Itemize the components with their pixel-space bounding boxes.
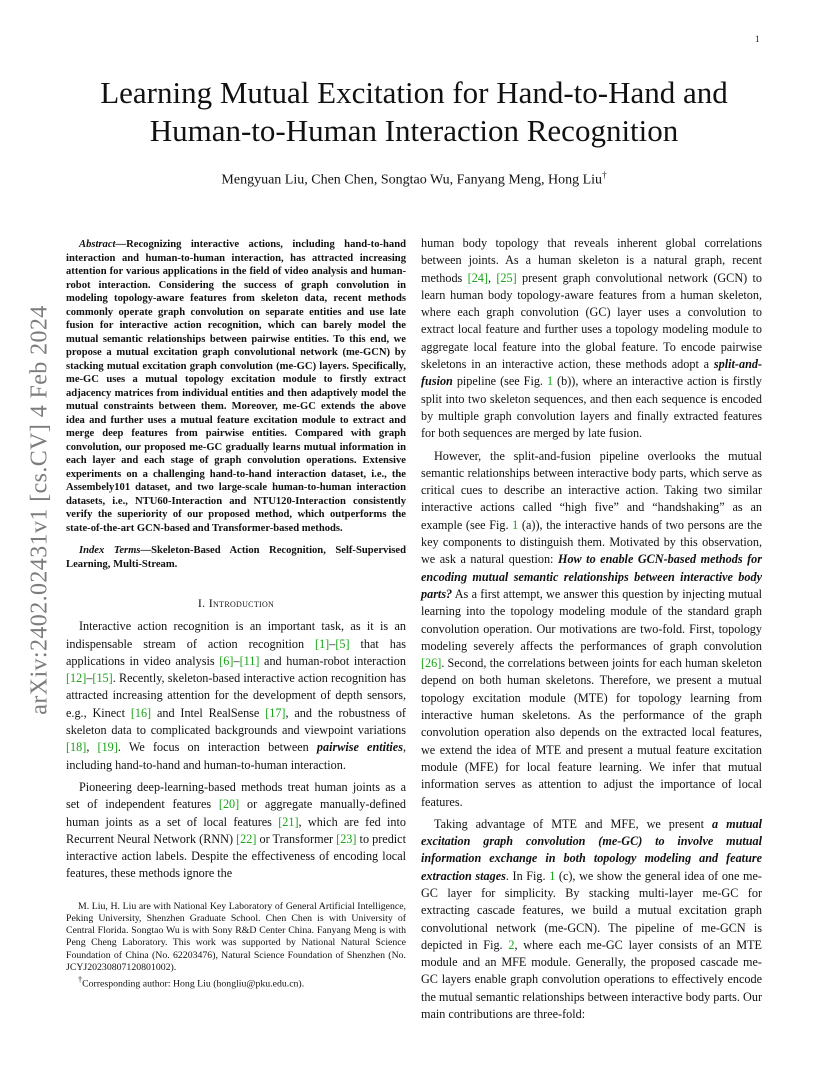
citation-link[interactable]: [21] bbox=[278, 814, 299, 829]
paper-title: Learning Mutual Excitation for Hand-to-Hand and Human-to-Human Interaction Recognition bbox=[100, 75, 728, 148]
citation-link[interactable]: [1] bbox=[315, 636, 330, 651]
emphasis: pairwise entities bbox=[316, 740, 403, 755]
figure-link[interactable]: 1 bbox=[549, 868, 556, 883]
arxiv-sidebar bbox=[10, 290, 70, 730]
figure-link[interactable]: 1 bbox=[546, 374, 554, 389]
citation-link[interactable]: [23] bbox=[336, 831, 357, 846]
citation-link[interactable]: [25] bbox=[496, 270, 517, 285]
citation-link[interactable]: [15] bbox=[92, 671, 113, 686]
body-paragraph-2: However, the split-and-fusion pipeline overlooks the mutual semantic relationships between interactive body parts, which serve as critical cues to describe an interactive action. Taking two similar interactive actions called “high five” and “handshaking” as an example (see Fig. 1 (a)), the interactive hands of two persons are the key components to distinguish them. Motivated by this observation, we ask a natural question: How to enable GCN-based methods for encoding mutual semantic relationships between interactive body parts? As a first attempt, we answer this question by injecting mutual learning into the topology modeling module of the standard graph convolution operation. Our motivations are two-fold. First, topology modeling severely affects the performances of graph convolution [26]. Second, the correlations between joints for each human skeleton depend on both human skeletons. Therefore, we present a mutual topology excitation module (MTE) for topology learning from interactive human skeletons. As the performance of the graph convolution operation also depends on the extracted local features, we extend the idea of MTE and present a mutual feature excitation module (MFE) for local feature learning. We infer that mutual information serves as attention to adjust the importance of local features. bbox=[421, 448, 762, 809]
citation-link[interactable]: [11] bbox=[239, 653, 260, 668]
citation-link[interactable]: [18] bbox=[66, 740, 87, 755]
citation-link[interactable]: [6] bbox=[219, 653, 234, 668]
arxiv-identifier: arXiv:2402.02431v1 [cs.CV] 4 Feb 2024 bbox=[26, 305, 53, 715]
citation-link[interactable]: [16] bbox=[130, 705, 152, 720]
index-terms-text: —Skeleton-Based Action Recognition, Self-Supervised Learning, Multi-Stream. bbox=[66, 545, 406, 570]
body-paragraph-1: human body topology that reveals inherent global correlations between joints. As a human skeleton is a natural graph, recent methods [24], [25] present graph convolutional network (GCN) to learn human body topology-aware features from a human skeleton, where each graph convolution (GC) layer uses a convolution to extract local feature and further uses a topology modeling module to aggregate local feature into the global feature. To encode pairwise skeletons in an interactive action, these methods adopt a split-and-fusion pipeline (see Fig. 1 (b)), where an interactive action is firstly split into two skeleton sequences, and then each sequence is encoded by multiple graph convolution layers and finally extracted features for both sequences are merged by late fusion. bbox=[421, 236, 763, 441]
corresponding-author-footnote: †Corresponding author: Hong Liu (hongliu@pku.edu.cn). bbox=[78, 974, 305, 990]
author-list bbox=[60, 170, 768, 189]
figure-link[interactable]: 2 bbox=[508, 937, 515, 952]
citation-link[interactable]: [12] bbox=[66, 671, 87, 686]
intro-paragraph-1: Interactive action recognition is an important task, as it is an indispensable stream of action recognition [1]–[5] that has applications in video analysis [6]–[11] and human-robot interaction [12]–[15]. Recently, skeleton-based interactive action recognition has attracted increasing attention for the development of depth sensors, e.g., Kinect [16] and Intel RealSense [17], and the robustness of skeleton data to complicated backgrounds and viewpoint variations [18], [19]. We focus on interaction between pairwise entities, including hand-to-hand and human-to-human interaction. bbox=[66, 619, 406, 772]
emphasis: How to enable GCN-based methods for encoding mutual semantic relationships between interactive body parts? bbox=[421, 552, 762, 601]
index-terms-label: Index Terms bbox=[79, 545, 141, 556]
emphasis: split-and-fusion bbox=[421, 357, 762, 389]
body-paragraph-3: Taking advantage of MTE and MFE, we present a mutual excitation graph convolution (me-GC) to involve mutual information exchange in both topology modeling and feature extraction stages. In Fig. 1 (c), we show the general idea of one me-GC layer for simplicity. By stacking multi-layer me-GC for extracting cascade features, we build a mutual excitation graph convolutional network (me-GCN). The pipeline of me-GCN is depicted in Fig. 2, where each me-GC layer consists of an MTE module and an MFE module. Generally, the proposed cascade me-GC layers enable graph convolution operations to effectively encode the mutual semantic relationships between interactive body parts. Our main contributions are three-fold: bbox=[421, 816, 762, 1022]
author-dagger: † bbox=[602, 170, 607, 180]
abstract bbox=[66, 238, 406, 535]
intro-paragraph-2: Pioneering deep-learning-based methods treat human joints as a set of independent features [20] or aggregate manually-defined human joints as a set of local features [21], which are fed into Recurrent Neural Network (RNN) [22] or Transformer [23] to predict interactive action labels. Despite the effectiveness of encoding local features, these methods ignore the bbox=[66, 779, 407, 881]
abstract-text: —Recognizing interactive actions, including hand-to-hand interaction and human-to-human interaction, has attracted increasing attention for various applications in the field of video analysis and human-robot interaction. Considering the success of graph convolution in modeling topology-aware features from skeleton data, recent methods commonly operate graph convolution on separate entities and use late fusion for interactive action recognition, which can barely model the mutual semantic relationships between pairwise entities. To this end, we propose a mutual excitation graph convolutional network (me-GCN) by stacking mutual excitation graph convolution (me-GC) layers. Specifically, me-GC uses a mutual topology excitation module to firstly extract adjacency matrices from individual entities and then adaptively model the mutual constraints between them. Moreover, me-GC extends the above idea and further uses a mutual feature excitation module to extract and merge deep features from pairwise entities. Compared with graph convolution, our proposed me-GC gradually learns mutual information in each layer and each stage of graph convolution operations. Extensive experiments on a challenging hand-to-hand interaction dataset, i.e., the Assembely101 dataset, and two large-scale human-to-human interaction datasets, i.e., NTU60-Interaction and NTU120-Interaction consistently verify the superiority of our proposed method, which outperforms the state-of-the-art GCN-based and Transformer-based methods. bbox=[66, 239, 406, 534]
author-names: Mengyuan Liu, Chen Chen, Songtao Wu, Fanyang Meng, Hong Liu bbox=[221, 172, 603, 188]
citation-link[interactable]: [5] bbox=[335, 636, 350, 651]
citation-link[interactable]: [22] bbox=[236, 831, 257, 846]
affiliation-footnote: M. Liu, H. Liu are with National Key Laboratory of General Artificial Intelligence, Peking University, Shenzhen Graduate School. Chen Chen is with University of Central Florida. Songtao Wu is with Sony R&D Center China. Fanyang Meng is with Peng Cheng Laboratory. This work was supported by National Natural Science Foundation of China (No. 62203476), Natural Science Foundation of Shenzhen (No. JCYJ20230807120801002). bbox=[66, 900, 406, 973]
footnote-dagger: † bbox=[78, 974, 83, 984]
left-column bbox=[66, 238, 406, 990]
figure-link[interactable]: 1 bbox=[512, 517, 519, 532]
emphasis: a mutual excitation graph convolution (me-GC) to involve mutual information exchange in both topology modeling and feature extraction stages bbox=[421, 816, 762, 883]
citation-link[interactable]: [24] bbox=[467, 270, 488, 285]
citation-link[interactable]: [20] bbox=[218, 797, 240, 812]
citation-link[interactable]: [26] bbox=[421, 656, 442, 671]
citation-link[interactable]: [17] bbox=[265, 705, 286, 720]
right-column bbox=[421, 235, 762, 1023]
page-number: 1 bbox=[755, 34, 760, 44]
section-heading: I. Introduction bbox=[197, 596, 275, 610]
index-terms bbox=[66, 544, 406, 571]
abstract-label: Abstract bbox=[79, 239, 116, 250]
citation-link[interactable]: [19] bbox=[97, 740, 118, 755]
